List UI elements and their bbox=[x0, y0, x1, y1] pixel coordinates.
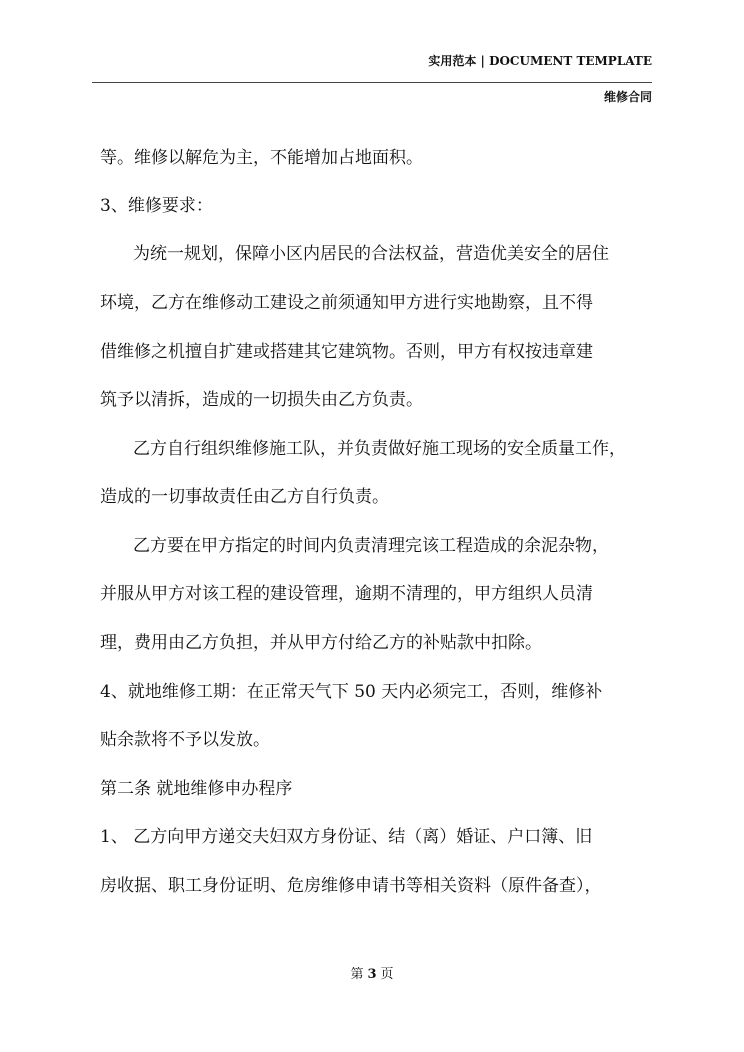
body-line: 4、就地维修工期：在正常天气下 50 天内必须完工，否则，维修补 bbox=[100, 682, 603, 702]
section-heading: 第二条 就地维修申办程序 bbox=[100, 779, 293, 799]
header-subtitle: 维修合同 bbox=[603, 90, 652, 104]
header-divider bbox=[92, 82, 652, 83]
footer-suffix: 页 bbox=[380, 967, 394, 982]
body-line: 借维修之机擅自扩建或搭建其它建筑物。否则，甲方有权按违章建 bbox=[100, 342, 593, 362]
body-line: 环境，乙方在维修动工建设之前须通知甲方进行实地勘察，且不得 bbox=[100, 293, 593, 313]
body-line: 造成的一切事故责任由乙方自行负责。 bbox=[100, 487, 389, 507]
body-line: 贴余款将不予以发放。 bbox=[100, 730, 270, 750]
page-number: 3 bbox=[367, 967, 377, 982]
body-line: 理，费用由乙方负担，并从甲方付给乙方的补贴款中扣除。 bbox=[100, 633, 542, 653]
body-line: 1、 乙方向甲方递交夫妇双方身份证、结（离）婚证、户口簿、旧 bbox=[100, 827, 593, 847]
body-line: 筑予以清拆，造成的一切损失由乙方负责。 bbox=[100, 390, 423, 410]
body-line: 3、维修要求： bbox=[100, 196, 213, 216]
body-line: 房收据、职工身份证明、危房维修申请书等相关资料（原件备查）， bbox=[100, 876, 602, 896]
footer-prefix: 第 bbox=[350, 967, 364, 982]
body-line: 乙方自行组织维修施工队，并负责做好施工现场的安全质量工作， bbox=[133, 439, 626, 459]
header-title: 实用范本 | DOCUMENT TEMPLATE bbox=[428, 54, 652, 68]
body-line: 乙方要在甲方指定的时间内负责清理完该工程造成的余泥杂物， bbox=[133, 536, 609, 556]
body-line: 等。维修以解危为主，不能增加占地面积。 bbox=[100, 148, 423, 168]
page-footer bbox=[0, 963, 744, 982]
body-line: 为统一规划，保障小区内居民的合法权益，营造优美安全的居住 bbox=[133, 244, 609, 264]
body-line: 并服从甲方对该工程的建设管理，逾期不清理的，甲方组织人员清 bbox=[100, 584, 593, 604]
